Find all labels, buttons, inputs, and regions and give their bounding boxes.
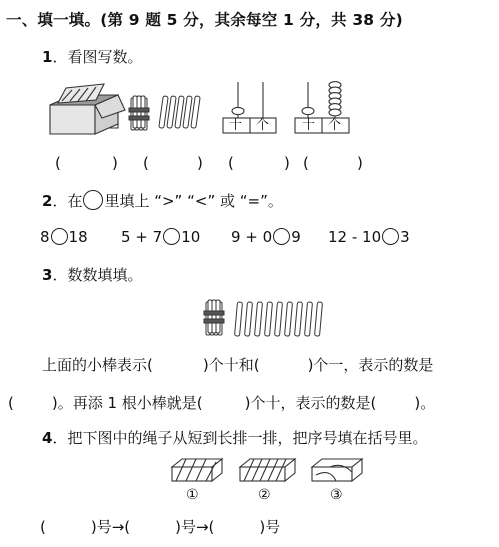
q3-line1-part1: 上面的小棒表示(	[42, 356, 153, 374]
q2-item-1-right: 18	[68, 228, 88, 246]
loose-sticks-icon	[159, 96, 200, 128]
q4-number: 4	[42, 429, 53, 447]
abacus1-tens-label: 十	[229, 118, 243, 133]
q2-text-before: ．在	[52, 192, 83, 210]
q4-answer-part1: (	[40, 518, 46, 536]
q1-blank-1-open: (	[55, 154, 61, 172]
q2-item-2-left: 5 + 7	[121, 228, 163, 246]
q3-number: 3	[42, 266, 53, 284]
q1-blank-2-close: )	[197, 154, 203, 172]
q1-blank-2-open: (	[143, 154, 149, 172]
q3-stick-bundle-icon	[204, 300, 224, 335]
q2-item-2	[121, 228, 200, 246]
q3-loose-sticks-icon	[235, 302, 323, 336]
rope-box-3	[312, 459, 362, 481]
abacus1-ones-label: 个	[256, 118, 270, 133]
q2-item-1	[40, 228, 88, 246]
q3-line1-part2: )个十和(	[202, 356, 260, 374]
q3-text: ．数数填填。	[52, 266, 143, 284]
q2-item-3-circle[interactable]	[273, 228, 290, 245]
q2-item-3-left: 9 + 0	[231, 228, 273, 246]
q1-blank-1-close: )	[112, 154, 118, 172]
q2-item-2-right: 10	[181, 228, 201, 246]
abacus2-ones-label: 个	[328, 118, 342, 133]
q2-item-4	[328, 228, 410, 246]
q4-answer-part4: )号	[259, 518, 281, 536]
q3-line2-part2: )。再添 1 根小棒就是(	[51, 394, 203, 412]
rope-label-3: ③	[330, 487, 343, 503]
q2-item-3-right: 9	[291, 228, 301, 246]
q2-prompt	[42, 190, 283, 210]
rope-box-2	[240, 459, 295, 481]
q2-item-1-circle[interactable]	[51, 228, 68, 245]
q4-answer-part2: )号→(	[90, 518, 131, 536]
q1-text: ．看图写数。	[52, 48, 143, 66]
q4-answer-part3: )号→(	[175, 518, 215, 536]
q3-prompt	[42, 266, 142, 284]
q4-answer-line	[40, 518, 280, 536]
rope-label-1: ①	[186, 487, 199, 503]
rope-label-2: ②	[258, 487, 271, 503]
q2-item-4-right: 3	[400, 228, 410, 246]
q1-blank-4-open: (	[303, 154, 309, 172]
q2-item-4-left: 12 - 10	[328, 228, 382, 246]
q3-line2-part3: )个十，表示的数是(	[244, 394, 377, 412]
q1-blank-3-open: (	[228, 154, 234, 172]
section-title: 一、填一填。(第 9 题 5 分，其余每空 1 分，共 38 分)	[6, 11, 403, 29]
box-of-sticks-icon	[50, 84, 125, 134]
q4-prompt	[42, 429, 427, 447]
q3-line1-part3: )个一，表示的数是	[307, 356, 434, 374]
stick-bundle-icon	[129, 96, 149, 130]
q3-line-1	[42, 356, 433, 374]
q2-text-after: 里填上 “>” “<” 或 “=”。	[104, 192, 283, 210]
rope-box-1	[172, 459, 222, 481]
compare-circle-icon	[83, 190, 103, 210]
q2-item-3	[231, 228, 301, 246]
abacus2-tens-label: 十	[302, 118, 316, 133]
q2-number: 2	[42, 192, 53, 210]
q1-number: 1	[42, 48, 53, 66]
q1-blank-4-close: )	[357, 154, 363, 172]
q2-item-1-left: 8	[40, 228, 50, 246]
q1-blank-3-close: )	[284, 154, 290, 172]
q2-item-4-circle[interactable]	[382, 228, 399, 245]
q3-line2-part1: (	[8, 394, 14, 412]
q3-line2-part4: )。	[414, 394, 436, 412]
q4-text: ．把下图中的绳子从短到长排一排，把序号填在括号里。	[52, 429, 428, 447]
q2-item-2-circle[interactable]	[163, 228, 180, 245]
q3-line-2	[8, 394, 435, 412]
